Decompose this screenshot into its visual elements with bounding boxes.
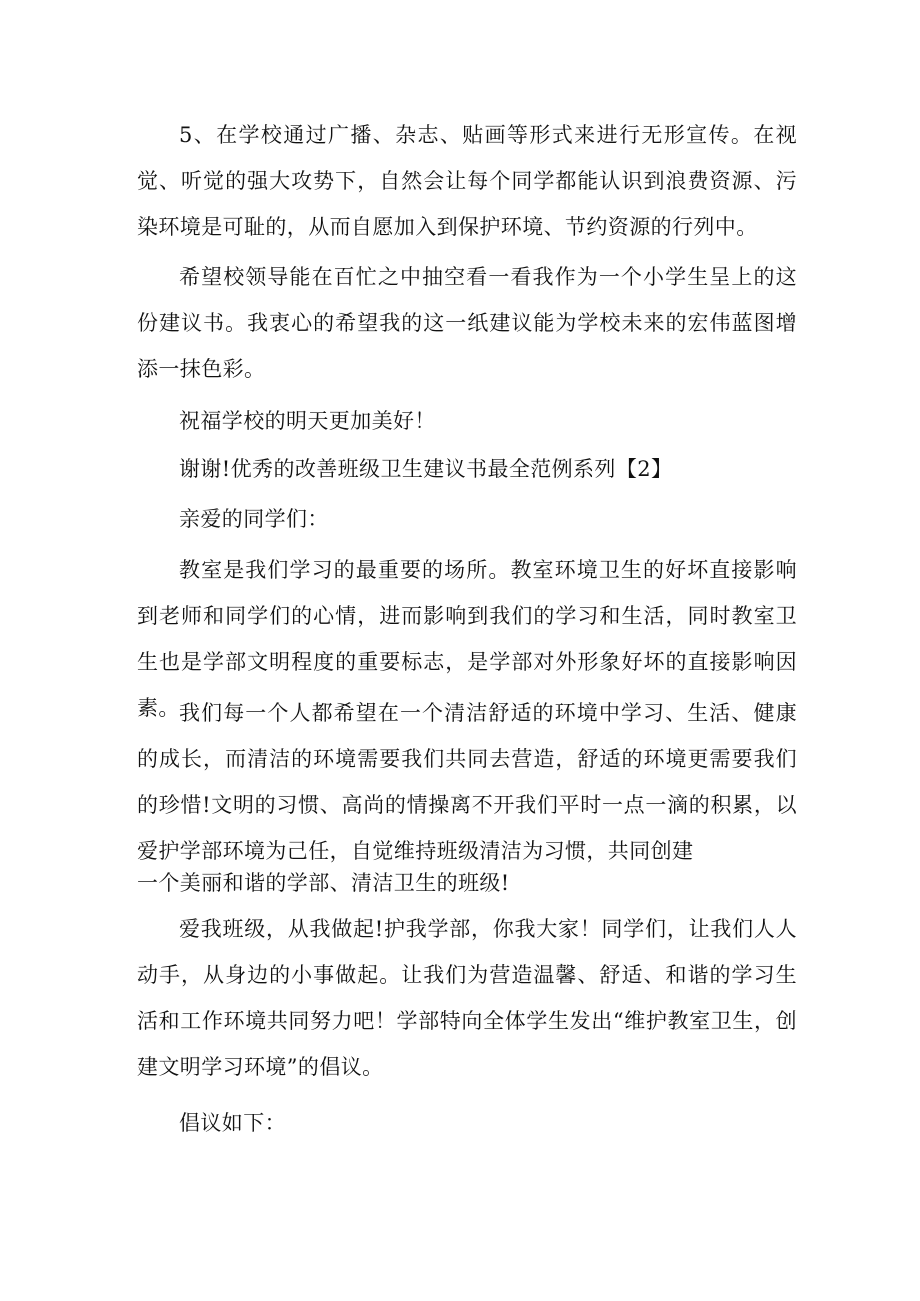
salutation: 亲爱的同学们： xyxy=(179,507,329,531)
paragraph-blessing: 祝福学校的明天更加美好！ xyxy=(179,409,436,433)
paragraph-initiative: 爱我班级，从我做起!护我学部，你我大家！同学们，让我们人人动手，从身边的小事做起。让我们为营造温馨、舒适、和谐的学习生活和工作环境共同努力吧！学部特向全体学生发出“维护教室卫生，创建文明学习环境”的倡议。 xyxy=(137,917,797,1079)
paragraph-classroom: 教室是我们学习的最重要的场所。教室环境卫生的好坏直接影响到老师和同学们的心情，进而影响到我们的学习和生活，同时教室卫生也是学部文明程度的重要标志，是学部对外形象好坏的直接影响因素。 xyxy=(137,558,797,720)
paragraph-environment-continued: 一个美丽和谐的学部、清洁卫生的班级! xyxy=(137,871,510,895)
paragraph-hope: 希望校领导能在百忙之中抽空看一看我作为一个小学生呈上的这份建议书。我衷心的希望我的这一纸建议能为学校未来的宏伟蓝图增添一抹色彩。 xyxy=(137,265,797,381)
proposal-intro: 倡议如下： xyxy=(179,1111,286,1135)
section-heading: 谢谢!优秀的改善班级卫生建议书最全范例系列【2】 xyxy=(179,457,673,481)
paragraph-environment: 我们每一个人都希望在一个清洁舒适的环境中学习、生活、健康的成长，而清洁的环境需要我们共同去营造，舒适的环境更需要我们的珍惜!文明的习惯、高尚的情操离不开我们平时一点一滴的积累，以爱护学部环境为己任，自觉维持班级清洁为习惯，共同创建 xyxy=(137,701,797,863)
paragraph-propaganda: 5、在学校通过广播、杂志、贴画等形式来进行无形宣传。在视觉、听觉的强大攻势下，自然会让每个同学都能认识到浪费资源、污染环境是可耻的，从而自愿加入到保护环境、节约资源的行列中。 xyxy=(137,123,797,239)
